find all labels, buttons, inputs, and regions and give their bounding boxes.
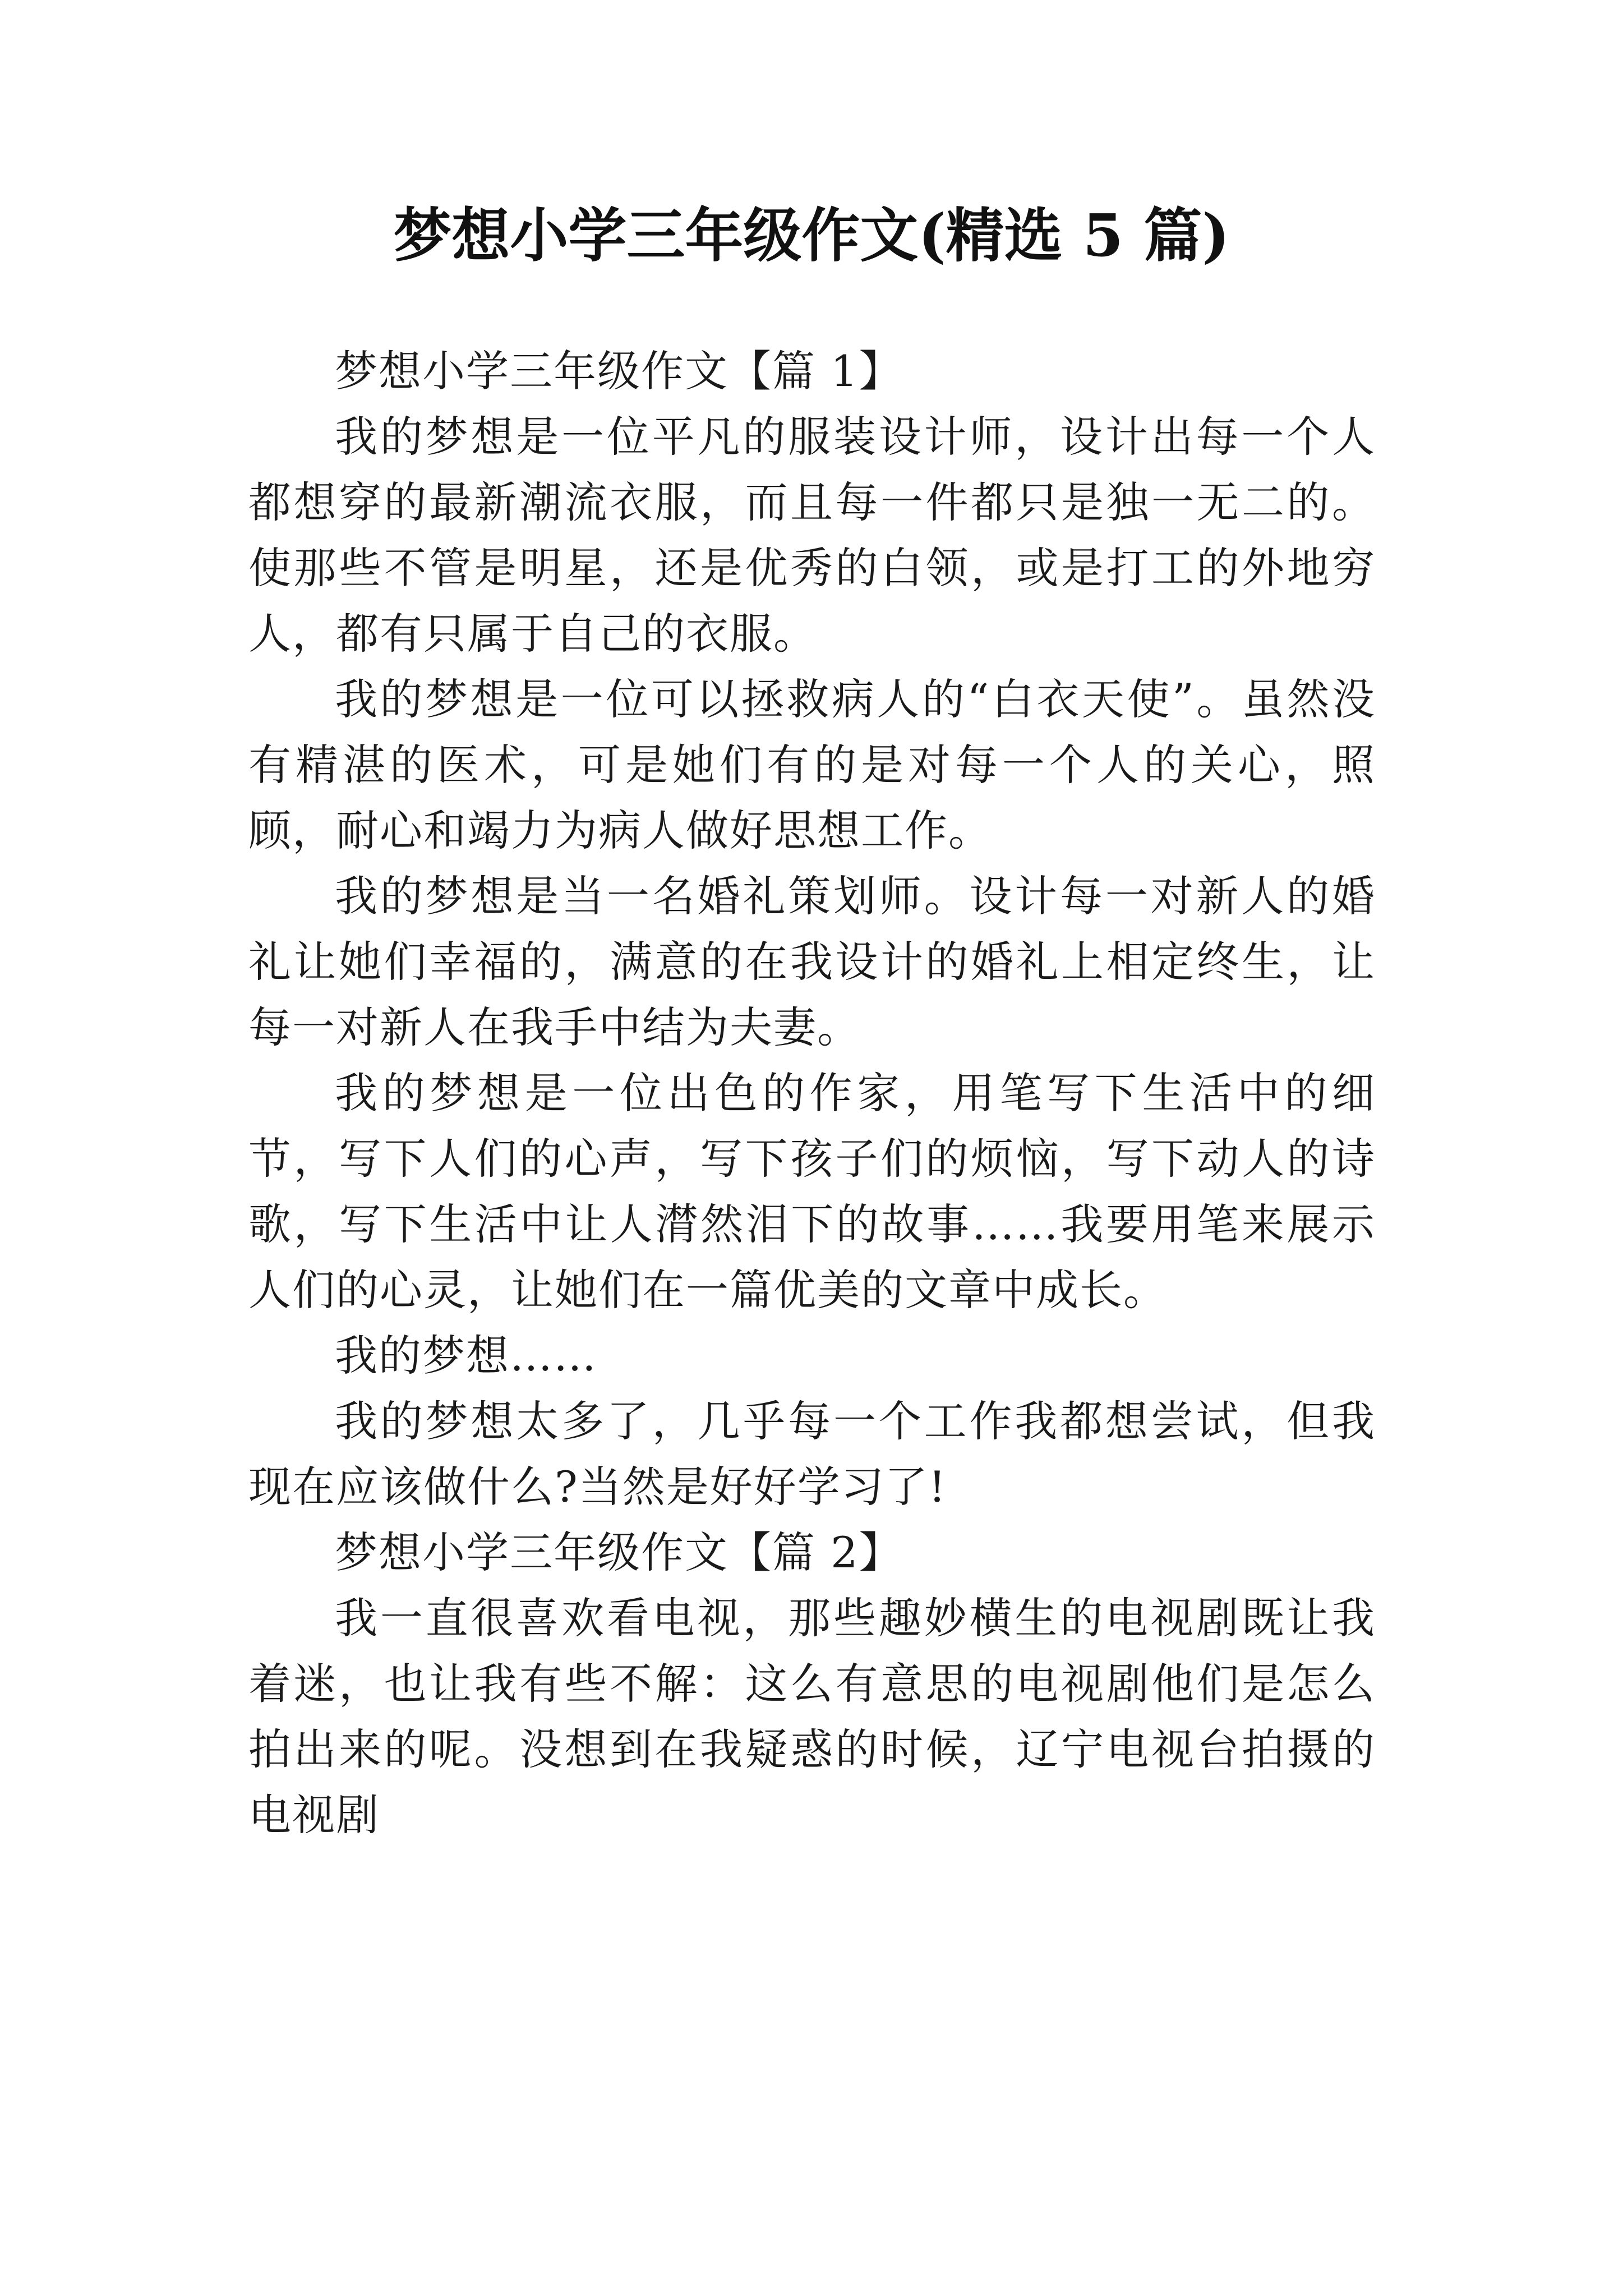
paragraph: 我的梦想太多了，几乎每一个工作我都想尝试，但我现在应该做什么?当然是好好学习了! <box>248 1396 1376 1512</box>
paragraph: 我一直很喜欢看电视，那些趣妙横生的电视剧既让我着迷，也让我有些不解：这么有意思的电视剧他们是怎么拍出来的呢。没想到在我疑惑的时候，辽宁电视台拍摄的电视剧 <box>248 1593 1376 1840</box>
document-body <box>248 338 1376 1848</box>
paragraph: 我的梦想是当一名婚礼策划师。设计每一对新人的婚礼让她们幸福的，满意的在我设计的婚礼上相定终生，让每一对新人在我手中结为夫妻。 <box>248 871 1376 1052</box>
paragraph: 我的梦想是一位出色的作家，用笔写下生活中的细节，写下人们的心声，写下孩子们的烦恼，写下动人的诗歌，写下生活中让人潸然泪下的故事……我要用笔来展示人们的心灵，让她们在一篇优美的文章中成长。 <box>248 1068 1376 1315</box>
paragraph: 我的梦想是一位可以拯救病人的“白衣天使”。虽然没有精湛的医术，可是她们有的是对每一个人的关心，照顾，耐心和竭力为病人做好思想工作。 <box>248 674 1376 855</box>
paragraph: 我的梦想是一位平凡的服装设计师，设计出每一个人都想穿的最新潮流衣服，而且每一件都只是独一无二的。使那些不管是明星，还是优秀的白领，或是打工的外地穷人，都有只属于自己的衣服。 <box>248 412 1376 659</box>
document-title: 梦想小学三年级作文(精选 5 篇) <box>393 201 1230 270</box>
paragraph: 我的梦想…… <box>335 1331 597 1381</box>
section-heading-2: 梦想小学三年级作文【篇 2】 <box>335 1527 903 1577</box>
section-heading-1: 梦想小学三年级作文【篇 1】 <box>335 346 903 396</box>
